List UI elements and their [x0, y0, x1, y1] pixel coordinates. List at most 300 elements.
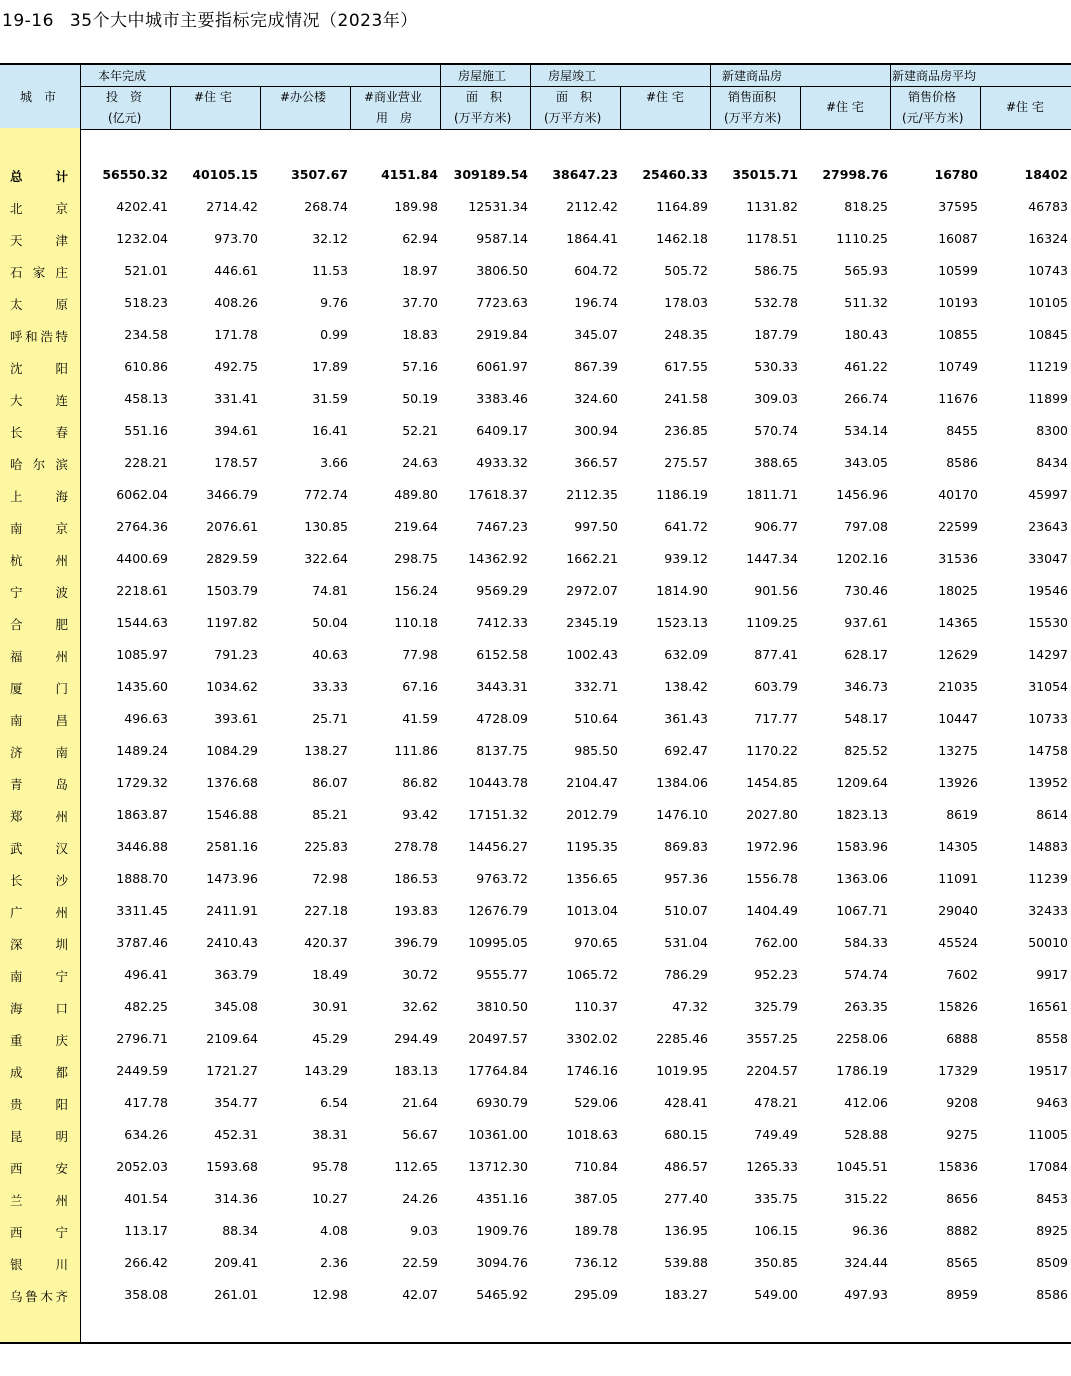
header-price-res: #住 宅 [1006, 100, 1044, 114]
city-name: 长沙 [10, 873, 68, 888]
cell-completed-residential: 1462.18 [656, 231, 708, 246]
cell-avg-price-residential: 14758 [1028, 743, 1068, 758]
city-name: 武汉 [10, 841, 68, 856]
cell-completed-area: 604.72 [574, 263, 618, 278]
city-name: 重庆 [10, 1033, 68, 1048]
header-vline [620, 86, 621, 129]
cell-completed-residential: 1523.13 [656, 615, 708, 630]
city-name: 贵阳 [10, 1097, 68, 1112]
cell-completed-area: 736.12 [574, 1255, 618, 1270]
cell-construction-area: 3094.76 [476, 1255, 528, 1270]
cell-sales-area: 3557.25 [746, 1031, 798, 1046]
cell-office-investment: 12.98 [312, 1287, 348, 1302]
cell-avg-price: 37595 [938, 199, 978, 214]
cell-sales-area: 388.65 [754, 455, 798, 470]
cell-completed-area: 970.65 [574, 935, 618, 950]
cell-commercial-investment: 24.63 [402, 455, 438, 470]
table-row [0, 383, 1071, 415]
cell-avg-price-residential: 8453 [1036, 1191, 1068, 1206]
cell-commercial-investment: 110.18 [394, 615, 438, 630]
cell-construction-area: 17151.32 [468, 807, 528, 822]
cell-completed-area: 1864.41 [566, 231, 618, 246]
cell-office-investment: 9.76 [320, 295, 348, 310]
cell-avg-price: 8619 [946, 807, 978, 822]
cell-avg-price-residential: 10743 [1028, 263, 1068, 278]
cell-residential-investment: 363.79 [214, 967, 258, 982]
cell-construction-area: 5465.92 [476, 1287, 528, 1302]
cell-office-investment: 40.63 [312, 647, 348, 662]
cell-completed-area: 1002.43 [566, 647, 618, 662]
cell-completed-area: 196.74 [574, 295, 618, 310]
table-row [0, 1183, 1071, 1215]
cell-avg-price-residential: 11239 [1028, 871, 1068, 886]
city-name: 太原 [10, 297, 68, 312]
cell-completed-residential: 361.43 [664, 711, 708, 726]
cell-investment: 1232.04 [116, 231, 168, 246]
cell-construction-area: 10995.05 [468, 935, 528, 950]
cell-completed-residential: 277.40 [664, 1191, 708, 1206]
cell-sales-area: 586.75 [754, 263, 798, 278]
cell-completed-area: 332.71 [574, 679, 618, 694]
cell-office-investment: 72.98 [312, 871, 348, 886]
header-vline [350, 86, 351, 129]
cell-avg-price: 6888 [946, 1031, 978, 1046]
cell-avg-price-residential: 16324 [1028, 231, 1068, 246]
cell-investment: 521.01 [124, 263, 168, 278]
cell-commercial-investment: 57.16 [402, 359, 438, 374]
cell-sales-area: 35015.71 [732, 167, 798, 182]
cell-sales-residential: 1067.71 [836, 903, 888, 918]
cell-construction-area: 9569.29 [476, 583, 528, 598]
cell-investment: 551.16 [124, 423, 168, 438]
cell-avg-price-residential: 8925 [1036, 1223, 1068, 1238]
cell-office-investment: 30.91 [312, 999, 348, 1014]
cell-avg-price-residential: 10105 [1028, 295, 1068, 310]
cell-office-investment: 268.74 [304, 199, 348, 214]
cell-avg-price-residential: 19546 [1028, 583, 1068, 598]
cell-avg-price: 14305 [938, 839, 978, 854]
cell-completed-area: 324.60 [574, 391, 618, 406]
cell-construction-area: 12676.79 [468, 903, 528, 918]
city-name: 兰州 [10, 1193, 68, 1208]
header-sales-2: 销售面积 [728, 90, 777, 104]
cell-completed-residential: 1384.06 [656, 775, 708, 790]
cell-residential-investment: 314.36 [214, 1191, 258, 1206]
cell-avg-price: 18025 [938, 583, 978, 598]
cell-avg-price: 8959 [946, 1287, 978, 1302]
cell-commercial-investment: 193.83 [394, 903, 438, 918]
cell-completed-residential: 680.15 [664, 1127, 708, 1142]
cell-commercial-investment: 112.65 [394, 1159, 438, 1174]
table-row [0, 799, 1071, 831]
city-name: 沈阳 [10, 361, 68, 376]
cell-residential-investment: 1376.68 [206, 775, 258, 790]
cell-office-investment: 10.27 [312, 1191, 348, 1206]
city-name: 合肥 [10, 617, 68, 632]
table-row [0, 223, 1071, 255]
table-row [0, 991, 1071, 1023]
cell-sales-residential: 1583.96 [836, 839, 888, 854]
cell-investment: 2764.36 [116, 519, 168, 534]
cell-completed-residential: 869.83 [664, 839, 708, 854]
cell-sales-residential: 797.08 [844, 519, 888, 534]
cell-sales-area: 350.85 [754, 1255, 798, 1270]
cell-avg-price-residential: 50010 [1028, 935, 1068, 950]
header-invest-top: 本年完成 [98, 69, 147, 83]
cell-commercial-investment: 183.13 [394, 1063, 438, 1078]
cell-sales-residential: 2258.06 [836, 1031, 888, 1046]
cell-commercial-investment: 42.07 [402, 1287, 438, 1302]
cell-avg-price: 21035 [938, 679, 978, 694]
cell-sales-area: 325.79 [754, 999, 798, 1014]
cell-sales-residential: 818.25 [844, 199, 888, 214]
city-name: 宁波 [10, 585, 68, 600]
cell-completed-area: 985.50 [574, 743, 618, 758]
cell-avg-price-residential: 11899 [1028, 391, 1068, 406]
cell-office-investment: 4.08 [320, 1223, 348, 1238]
table-row [0, 1151, 1071, 1183]
cell-construction-area: 8137.75 [476, 743, 528, 758]
cell-office-investment: 25.71 [312, 711, 348, 726]
cell-completed-area: 997.50 [574, 519, 618, 534]
cell-investment: 2218.61 [116, 583, 168, 598]
cell-office-investment: 31.59 [312, 391, 348, 406]
cell-residential-investment: 40105.15 [192, 167, 258, 182]
cell-completed-residential: 617.55 [664, 359, 708, 374]
cell-commercial-investment: 30.72 [402, 967, 438, 982]
cell-investment: 458.13 [124, 391, 168, 406]
cell-sales-residential: 565.93 [844, 263, 888, 278]
city-name: 西宁 [10, 1225, 68, 1240]
cell-commercial-investment: 219.64 [394, 519, 438, 534]
cell-sales-residential: 263.35 [844, 999, 888, 1014]
cell-office-investment: 138.27 [304, 743, 348, 758]
cell-office-investment: 3.66 [320, 455, 348, 470]
cell-sales-area: 106.15 [754, 1223, 798, 1238]
table-row [0, 511, 1071, 543]
cell-investment: 610.86 [124, 359, 168, 374]
cell-residential-investment: 354.77 [214, 1095, 258, 1110]
cell-investment: 266.42 [124, 1255, 168, 1270]
cell-commercial-investment: 52.21 [402, 423, 438, 438]
cell-sales-residential: 825.52 [844, 743, 888, 758]
cell-residential-investment: 2410.43 [206, 935, 258, 950]
cell-office-investment: 6.54 [320, 1095, 348, 1110]
cell-office-investment: 17.89 [312, 359, 348, 374]
cell-investment: 1085.97 [116, 647, 168, 662]
cell-avg-price: 13275 [938, 743, 978, 758]
cell-completed-residential: 136.95 [664, 1223, 708, 1238]
city-name: 杭州 [10, 553, 68, 568]
cell-sales-residential: 315.22 [844, 1191, 888, 1206]
cell-investment: 3446.88 [116, 839, 168, 854]
cell-construction-area: 3443.31 [476, 679, 528, 694]
city-name: 成都 [10, 1065, 68, 1080]
cell-office-investment: 227.18 [304, 903, 348, 918]
table-row [0, 671, 1071, 703]
cell-sales-area: 762.00 [754, 935, 798, 950]
cell-investment: 1544.63 [116, 615, 168, 630]
cell-avg-price-residential: 11219 [1028, 359, 1068, 374]
cell-completed-area: 2112.35 [566, 487, 618, 502]
cell-sales-residential: 343.05 [844, 455, 888, 470]
cell-avg-price: 17329 [938, 1063, 978, 1078]
cell-avg-price: 16780 [934, 167, 978, 182]
table-row [0, 735, 1071, 767]
cell-avg-price-residential: 17084 [1028, 1159, 1068, 1174]
cell-construction-area: 17618.37 [468, 487, 528, 502]
header-construction-2: 面 积 [466, 90, 503, 104]
cell-investment: 113.17 [124, 1223, 168, 1238]
header-city: 城 市 [20, 90, 57, 104]
cell-commercial-investment: 24.26 [402, 1191, 438, 1206]
cell-avg-price: 15836 [938, 1159, 978, 1174]
cell-completed-residential: 1019.95 [656, 1063, 708, 1078]
cell-avg-price-residential: 10733 [1028, 711, 1068, 726]
table-row [0, 703, 1071, 735]
cell-completed-area: 867.39 [574, 359, 618, 374]
table-row [0, 1119, 1071, 1151]
cell-completed-residential: 47.32 [672, 999, 708, 1014]
cell-avg-price-residential: 8300 [1036, 423, 1068, 438]
header-commercial-2: 用 房 [376, 111, 413, 125]
cell-commercial-investment: 9.03 [410, 1223, 438, 1238]
cell-avg-price-residential: 8586 [1036, 1287, 1068, 1302]
cell-commercial-investment: 41.59 [402, 711, 438, 726]
city-name: 西安 [10, 1161, 68, 1176]
cell-sales-residential: 534.14 [844, 423, 888, 438]
cell-residential-investment: 2109.64 [206, 1031, 258, 1046]
cell-completed-residential: 957.36 [664, 871, 708, 886]
cell-completed-area: 300.94 [574, 423, 618, 438]
cell-avg-price: 10447 [938, 711, 978, 726]
cell-construction-area: 3810.50 [476, 999, 528, 1014]
cell-sales-area: 1265.33 [746, 1159, 798, 1174]
city-name: 济南 [10, 745, 68, 760]
cell-sales-area: 1170.22 [746, 743, 798, 758]
cell-investment: 4202.41 [116, 199, 168, 214]
cell-residential-investment: 261.01 [214, 1287, 258, 1302]
cell-sales-area: 309.03 [754, 391, 798, 406]
cell-commercial-investment: 156.24 [394, 583, 438, 598]
cell-completed-residential: 1814.90 [656, 583, 708, 598]
table-row [0, 1247, 1071, 1279]
cell-avg-price: 14365 [938, 615, 978, 630]
cell-sales-area: 1178.51 [746, 231, 798, 246]
cell-completed-residential: 2285.46 [656, 1031, 708, 1046]
cell-avg-price: 10749 [938, 359, 978, 374]
header-vline [800, 86, 801, 129]
cell-avg-price-residential: 45997 [1028, 487, 1068, 502]
cell-residential-investment: 394.61 [214, 423, 258, 438]
cell-completed-residential: 1186.19 [656, 487, 708, 502]
cell-avg-price-residential: 9917 [1036, 967, 1068, 982]
cell-commercial-investment: 93.42 [402, 807, 438, 822]
table-row [0, 895, 1071, 927]
cell-avg-price-residential: 13952 [1028, 775, 1068, 790]
header-vline [440, 65, 441, 129]
city-name: 厦门 [10, 681, 68, 696]
cell-sales-residential: 1823.13 [836, 807, 888, 822]
cell-sales-residential: 346.73 [844, 679, 888, 694]
cell-completed-area: 2112.42 [566, 199, 618, 214]
cell-sales-area: 187.79 [754, 327, 798, 342]
cell-office-investment: 50.04 [312, 615, 348, 630]
table-title: 35个大中城市主要指标完成情况（2023年） [69, 11, 418, 31]
cell-sales-area: 1109.25 [746, 615, 798, 630]
cell-residential-investment: 3466.79 [206, 487, 258, 502]
header-vline [980, 86, 981, 129]
city-name: 天津 [10, 233, 68, 248]
cell-avg-price-residential: 10845 [1028, 327, 1068, 342]
cell-sales-area: 570.74 [754, 423, 798, 438]
cell-completed-residential: 939.12 [664, 551, 708, 566]
cell-residential-investment: 209.41 [214, 1255, 258, 1270]
cell-residential-investment: 2581.16 [206, 839, 258, 854]
cell-construction-area: 6930.79 [476, 1095, 528, 1110]
cell-commercial-investment: 77.98 [402, 647, 438, 662]
cell-completed-area: 38647.23 [552, 167, 618, 182]
header-vline [530, 65, 531, 129]
table-row [0, 287, 1071, 319]
cell-sales-residential: 412.06 [844, 1095, 888, 1110]
table-row [0, 831, 1071, 863]
cell-residential-investment: 452.31 [214, 1127, 258, 1142]
cell-residential-investment: 1084.29 [206, 743, 258, 758]
table-row [0, 639, 1071, 671]
header-vline [890, 65, 891, 129]
cell-sales-residential: 937.61 [844, 615, 888, 630]
header-vline [170, 86, 171, 129]
cell-commercial-investment: 298.75 [394, 551, 438, 566]
cell-residential-investment: 2714.42 [206, 199, 258, 214]
cell-commercial-investment: 37.70 [402, 295, 438, 310]
table-header [0, 63, 1071, 130]
cell-sales-area: 1811.71 [746, 487, 798, 502]
header-construction-1: 房屋施工 [458, 69, 507, 83]
cell-sales-area: 1556.78 [746, 871, 798, 886]
cell-sales-residential: 1110.25 [836, 231, 888, 246]
cell-sales-area: 478.21 [754, 1095, 798, 1110]
cell-sales-residential: 27998.76 [822, 167, 888, 182]
cell-avg-price: 7602 [946, 967, 978, 982]
cell-residential-investment: 345.08 [214, 999, 258, 1014]
cell-construction-area: 3806.50 [476, 263, 528, 278]
cell-avg-price: 8565 [946, 1255, 978, 1270]
cell-completed-residential: 1476.10 [656, 807, 708, 822]
header-sales-unit: (万平方米) [724, 111, 782, 125]
cell-office-investment: 95.78 [312, 1159, 348, 1174]
cell-investment: 496.41 [124, 967, 168, 982]
header-invest-unit: (亿元) [108, 111, 142, 125]
cell-residential-investment: 973.70 [214, 231, 258, 246]
cell-construction-area: 2919.84 [476, 327, 528, 342]
header-sales-res: #住 宅 [826, 100, 864, 114]
cell-completed-residential: 505.72 [664, 263, 708, 278]
cell-investment: 2796.71 [116, 1031, 168, 1046]
cell-investment: 2052.03 [116, 1159, 168, 1174]
cell-commercial-investment: 86.82 [402, 775, 438, 790]
table-row [0, 607, 1071, 639]
city-name: 广州 [10, 905, 68, 920]
city-name: 北京 [10, 201, 68, 216]
cell-avg-price-residential: 14883 [1028, 839, 1068, 854]
cell-construction-area: 17764.84 [468, 1063, 528, 1078]
cell-commercial-investment: 4151.84 [381, 167, 438, 182]
cell-avg-price: 40170 [938, 487, 978, 502]
cell-construction-area: 10361.00 [468, 1127, 528, 1142]
cell-avg-price-residential: 14297 [1028, 647, 1068, 662]
cell-construction-area: 6409.17 [476, 423, 528, 438]
city-name: 乌鲁木齐 [10, 1289, 68, 1304]
cell-sales-residential: 180.43 [844, 327, 888, 342]
cell-completed-area: 710.84 [574, 1159, 618, 1174]
cell-sales-area: 532.78 [754, 295, 798, 310]
cell-completed-area: 189.78 [574, 1223, 618, 1238]
city-name: 青岛 [10, 777, 68, 792]
header-completed-2: 面 积 [556, 90, 593, 104]
city-name: 南宁 [10, 969, 68, 984]
table-row [0, 1055, 1071, 1087]
cell-residential-investment: 2829.59 [206, 551, 258, 566]
cell-completed-residential: 486.57 [664, 1159, 708, 1174]
header-office: #办公楼 [280, 90, 327, 104]
cell-sales-area: 549.00 [754, 1287, 798, 1302]
cell-commercial-investment: 62.94 [402, 231, 438, 246]
city-name: 上海 [10, 489, 68, 504]
cell-investment: 401.54 [124, 1191, 168, 1206]
cell-completed-area: 1013.04 [566, 903, 618, 918]
cell-sales-area: 906.77 [754, 519, 798, 534]
cell-office-investment: 38.31 [312, 1127, 348, 1142]
cell-sales-area: 1404.49 [746, 903, 798, 918]
cell-office-investment: 0.99 [320, 327, 348, 342]
table-row [0, 959, 1071, 991]
cell-completed-area: 2012.79 [566, 807, 618, 822]
cell-office-investment: 74.81 [312, 583, 348, 598]
cell-completed-residential: 539.88 [664, 1255, 708, 1270]
cell-completed-area: 1356.65 [566, 871, 618, 886]
cell-completed-area: 1195.35 [566, 839, 618, 854]
cell-sales-area: 1131.82 [746, 199, 798, 214]
cell-investment: 228.21 [124, 455, 168, 470]
cell-commercial-investment: 18.97 [402, 263, 438, 278]
cell-avg-price: 12629 [938, 647, 978, 662]
cell-avg-price-residential: 23643 [1028, 519, 1068, 534]
cell-sales-area: 1454.85 [746, 775, 798, 790]
cell-sales-residential: 511.32 [844, 295, 888, 310]
cell-sales-residential: 574.74 [844, 967, 888, 982]
cell-completed-area: 295.09 [574, 1287, 618, 1302]
cell-sales-area: 530.33 [754, 359, 798, 374]
cell-office-investment: 85.21 [312, 807, 348, 822]
cell-commercial-investment: 32.62 [402, 999, 438, 1014]
cell-avg-price: 15826 [938, 999, 978, 1014]
cell-commercial-investment: 22.59 [402, 1255, 438, 1270]
header-residential: #住 宅 [194, 90, 232, 104]
city-name: 长春 [10, 425, 68, 440]
cell-commercial-investment: 294.49 [394, 1031, 438, 1046]
cell-completed-area: 2104.47 [566, 775, 618, 790]
cell-construction-area: 309189.54 [453, 167, 528, 182]
cell-sales-area: 877.41 [754, 647, 798, 662]
cell-residential-investment: 1503.79 [206, 583, 258, 598]
cell-completed-area: 2345.19 [566, 615, 618, 630]
cell-avg-price: 13926 [938, 775, 978, 790]
cell-avg-price-residential: 8614 [1036, 807, 1068, 822]
cell-sales-residential: 1202.16 [836, 551, 888, 566]
cell-construction-area: 4933.32 [476, 455, 528, 470]
